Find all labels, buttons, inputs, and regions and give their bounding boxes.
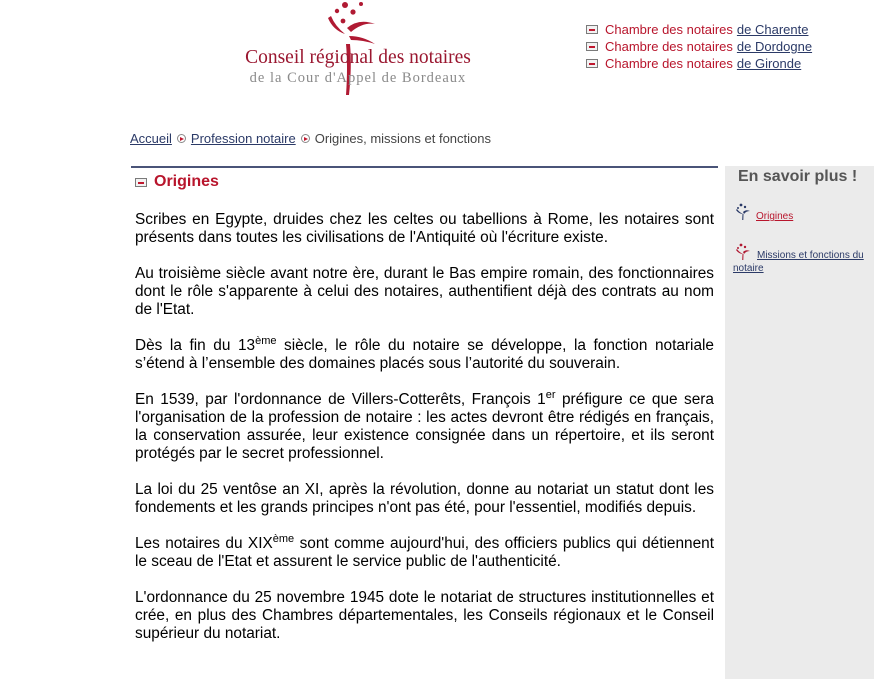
sidebar xyxy=(725,166,874,679)
paragraph-4: En 1539, par l'ordonnance de Villers-Cotterêts, François 1er préfigure ce que sera l'organisation de la profession de notaire : les actes devront être rédigés en français, la conservation assurée, leur existence consignée dans un répertoire, et ils seront protégés par le secret professionnel. xyxy=(135,389,714,462)
sidebar-item-missions xyxy=(733,249,873,275)
page-title: Origines xyxy=(154,173,219,190)
breadcrumb xyxy=(130,130,491,147)
origins-emblem-icon xyxy=(735,203,751,221)
main-content xyxy=(135,168,714,643)
bullet-icon xyxy=(586,59,598,68)
section-heading xyxy=(135,171,714,193)
paragraph-5: La loi du 25 ventôse an XI, après la révolution, donne au notariat un statut dont les fondements et les grands principes n'ont pas été, pour l'essentiel, modifiés depuis. xyxy=(135,481,714,516)
sidebar-origines-link[interactable]: Origines xyxy=(756,211,794,222)
paragraph-1: Scribes en Egypte, druides chez les celtes ou tabellions à Rome, les notaires sont présents dans toutes les civilisations de l'Antiquité où l'écriture existe. xyxy=(135,211,714,246)
breadcrumb-home-link[interactable]: Accueil xyxy=(130,131,172,146)
chamber-charente xyxy=(586,21,812,38)
org-name: Conseil régional des notaires xyxy=(245,47,471,68)
bullet-icon xyxy=(586,25,598,34)
bullet-icon xyxy=(135,178,147,187)
paragraph-6: Les notaires du XIXème sont comme aujourd'hui, des officiers publics qui détiennent le sceau de l'Etat et assurent le service public de l'authenticité. xyxy=(135,533,715,570)
chamber-prefix: Chambre des notaires xyxy=(605,39,733,54)
breadcrumb-current: Origines, missions et fonctions xyxy=(314,131,491,146)
bullet-icon xyxy=(586,42,598,51)
chamber-charente-link[interactable]: de Charente xyxy=(736,22,809,37)
chamber-prefix: Chambre des notaires xyxy=(605,56,733,71)
chamber-dordogne xyxy=(586,38,812,55)
site-logo[interactable] xyxy=(215,0,505,98)
chamber-dordogne-link[interactable]: de Dordogne xyxy=(736,39,813,54)
chamber-prefix: Chambre des notaires xyxy=(605,22,733,37)
breadcrumb-section-link[interactable]: Profession notaire xyxy=(190,131,296,146)
sidebar-item-origines xyxy=(756,210,793,223)
arrow-right-icon xyxy=(301,134,310,143)
paragraph-7: L'ordonnance du 25 novembre 1945 dote le notariat de structures institutionnelles et crée, en plus des Chambres départementales, les Conseils régionaux et le Conseil supérieur du notariat. xyxy=(135,589,714,642)
paragraph-2: Au troisième siècle avant notre ère, durant le Bas empire romain, des fonctionnaires dont le rôle s'apparente à celui des notaires, authentifient déjà des contrats au nom de l'Etat. xyxy=(135,265,714,318)
chamber-gironde-link[interactable]: de Gironde xyxy=(736,56,802,71)
chamber-gironde xyxy=(586,55,812,72)
sidebar-missions-link[interactable]: Missions et fonctions du notaire xyxy=(733,250,864,274)
chambers-list xyxy=(586,21,812,72)
sidebar-title: En savoir plus ! xyxy=(738,168,858,185)
org-subtitle: de la Cour d'Appel de Bordeaux xyxy=(249,70,467,86)
arrow-right-icon xyxy=(177,134,186,143)
paragraph-3: Dès la fin du 13ème siècle, le rôle du notaire se développe, la fonction notariale s’étend à l’ensemble des domaines placés sous l’autorité du souverain. xyxy=(135,335,714,372)
